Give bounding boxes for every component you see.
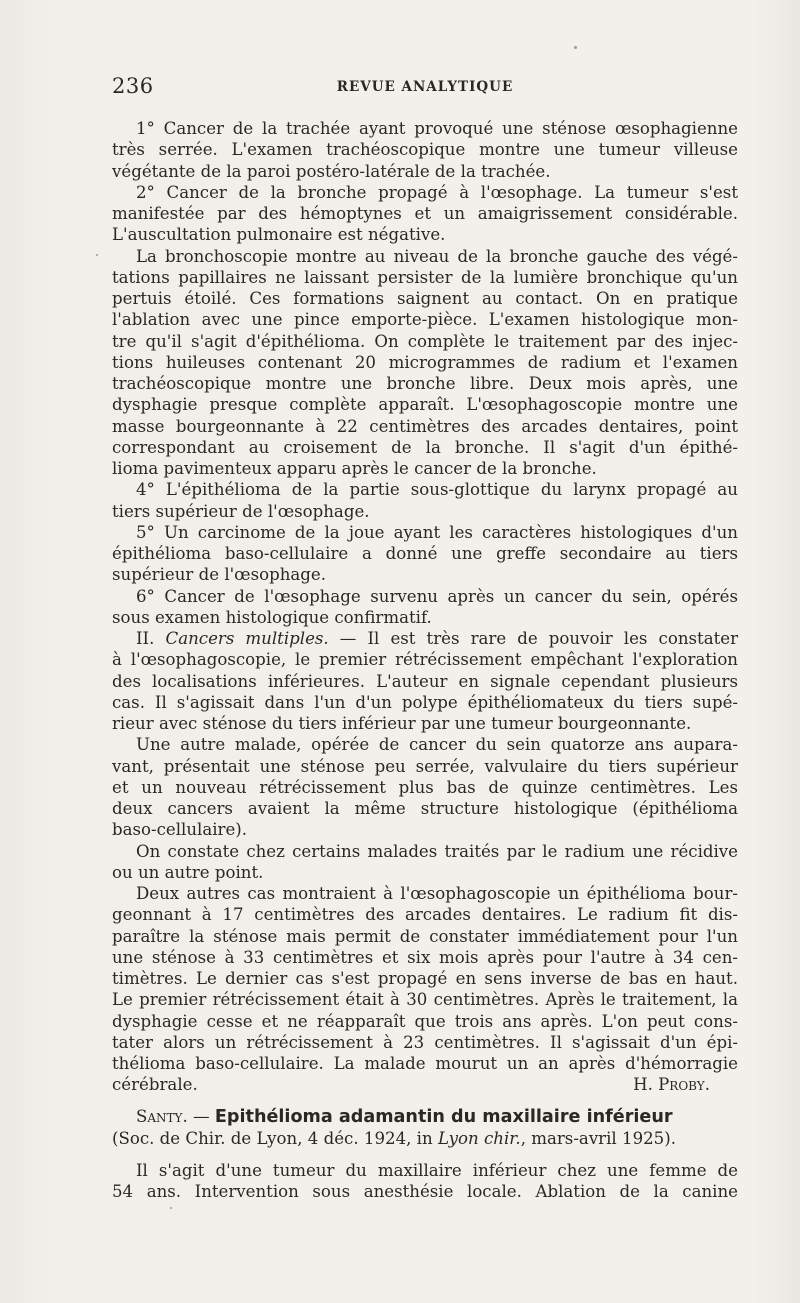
page-header [112,74,738,102]
text-line: l'ablation avec une pince emporte-pièce. L'examen histologique mon- [112,310,738,330]
text-line: supérieur de l'œsophage. [112,565,327,585]
text-line: très serrée. L'examen trachéoscopique montre une tumeur villeuse [112,140,738,160]
text-line: trachéoscopique montre une bronche libre. Deux mois après, une [112,374,738,393]
article-body [112,118,738,1096]
text-line: 54 ans. Intervention sous anesthésie locale. Ablation de la canine [112,1182,738,1202]
text-line: 4° L'épithélioma de la partie sous-glottique du larynx propagé au [136,480,738,500]
text-line: L'auscultation pulmonaire est négative. [112,225,446,245]
text-line: thélioma baso-cellulaire. La malade mourut un an après d'hémorragie [112,1054,738,1073]
text-line: On constate chez certains malades traités par le radium une récidive [136,841,738,861]
text-line-end: cérébrale. [112,1075,198,1095]
review-title: Epithélioma adamantin du maxillaire inférieur [214,1107,673,1127]
text-line: tions huileuses contenant 20 microgrammes de radium et l'examen [112,352,738,372]
signature-line [112,1074,738,1095]
text-line: masse bourgeonnante à 22 centimètres des arcades dentaires, point [112,416,738,436]
paper-speck [96,254,98,256]
spacer [112,1150,738,1160]
text-line: Il s'agit d'une tumeur du maxillaire inférieur chez une femme de [136,1161,738,1180]
section-heading-line [112,628,738,649]
review-author: Santy. [136,1107,188,1126]
text-line: deux cancers avaient la même structure histologique (épithélioma [112,799,738,818]
text-line: geonnant à 17 centimètres des arcades dentaires. Le radium fit dis- [112,905,738,925]
text-line: épithélioma baso-cellulaire a donné une greffe secondaire au tiers [112,544,738,563]
text-line: timètres. Le dernier cas s'est propagé en sens inverse de bas en haut. [112,969,738,988]
text-line: des localisations inférieures. L'auteur en signale cependant plusieurs [112,671,738,691]
text-line: Deux autres cas montraient à l'œsophagoscopie un épithélioma bour- [136,884,738,903]
text-line: sous examen histologique confirmatif. [112,607,432,627]
author-signature: H. Proby. [633,1075,710,1095]
text-line: 1° Cancer de la trachée ayant provoqué une sténose œsophagienne [136,119,738,138]
running-head: REVUE ANALYTIQUE [336,79,514,95]
section-title: Cancers multiples. [165,629,329,648]
citation-suffix: , mars-avril 1925). [520,1129,676,1148]
text-line: rieur avec sténose du tiers inférieur par une tumeur bourgeonnante. [112,714,692,733]
text-line: Le premier rétrécissement était à 30 centimètres. Après le traitement, la [112,990,738,1010]
text-line: végétante de la paroi postéro-latérale de la trachée. [112,161,551,181]
text-line: dysphagie presque complète apparaît. L'œsophagoscopie montre une [112,395,738,415]
citation-prefix: (Soc. de Chir. de Lyon, 4 déc. 1924, in [112,1129,438,1148]
text-line: tater alors un rétrécissement à 23 centimètres. Il s'agissait d'un épi- [112,1032,738,1052]
text-line: tiers supérieur de l'œsophage. [112,501,370,521]
text-line: pertuis étoilé. Ces formations saignent au contact. On en pratique [112,289,738,308]
text-line: lioma pavimenteux apparu après le cancer de la bronche. [112,459,597,478]
text-line: tations papillaires ne laissant persister de la lumière bronchique qu'un [112,267,738,287]
text-line: baso-cellulaire). [112,820,248,840]
text-line: cas. Il s'agissait dans l'un d'un polype épithéliomateux du tiers supé- [112,692,738,712]
paper-speck [574,46,577,49]
text-line: vant, présentait une sténose peu serrée, valvulaire du tiers supérieur [112,756,738,776]
text-line: Une autre malade, opérée de cancer du sein quatorze ans aupara- [136,735,738,755]
review-heading [112,1106,738,1128]
section-lead-text: — Il est très rare de pouvoir les constater [328,629,739,648]
text-line: 6° Cancer de l'œsophage survenu après un cancer du sein, opérés [136,586,738,606]
review-citation [112,1128,738,1150]
citation-journal: Lyon chir. [437,1129,521,1148]
text-line: 2° Cancer de la bronche propagé à l'œsophage. La tumeur s'est [136,182,738,202]
text-line: et un nouveau rétrécissement plus bas de quinze centimètres. Les [112,777,738,797]
text-line: dysphagie cesse et ne réapparaît que trois ans après. L'on peut cons- [112,1011,738,1031]
text-line: manifestée par des hémoptynes et un amaigrissement considérable. [112,204,738,223]
text-line: ou un autre point. [112,862,264,882]
text-line: 5° Un carcinome de la joue ayant les caractères histologiques d'un [136,522,738,542]
paper-speck [170,1207,172,1209]
review-dash: — [187,1107,215,1126]
text-line: La bronchoscopie montre au niveau de la bronche gauche des végé- [136,246,738,266]
text-line: paraître la sténose mais permit de constater immédiatement pour l'un [112,926,738,946]
section-number: II. [136,629,155,648]
page-number: 236 [112,74,154,98]
text-line: une sténose à 33 centimètres et six mois après pour l'autre à 34 cen- [112,947,738,967]
text-line: à l'œsophagoscopie, le premier rétrécissement empêchant l'exploration [112,650,738,670]
text-line: tre qu'il s'agit d'épithélioma. On complète le traitement par des injec- [112,331,738,351]
review-entry [112,1106,738,1203]
text-line: correspondant au croisement de la bronche. Il s'agit d'un épithé- [112,437,738,457]
